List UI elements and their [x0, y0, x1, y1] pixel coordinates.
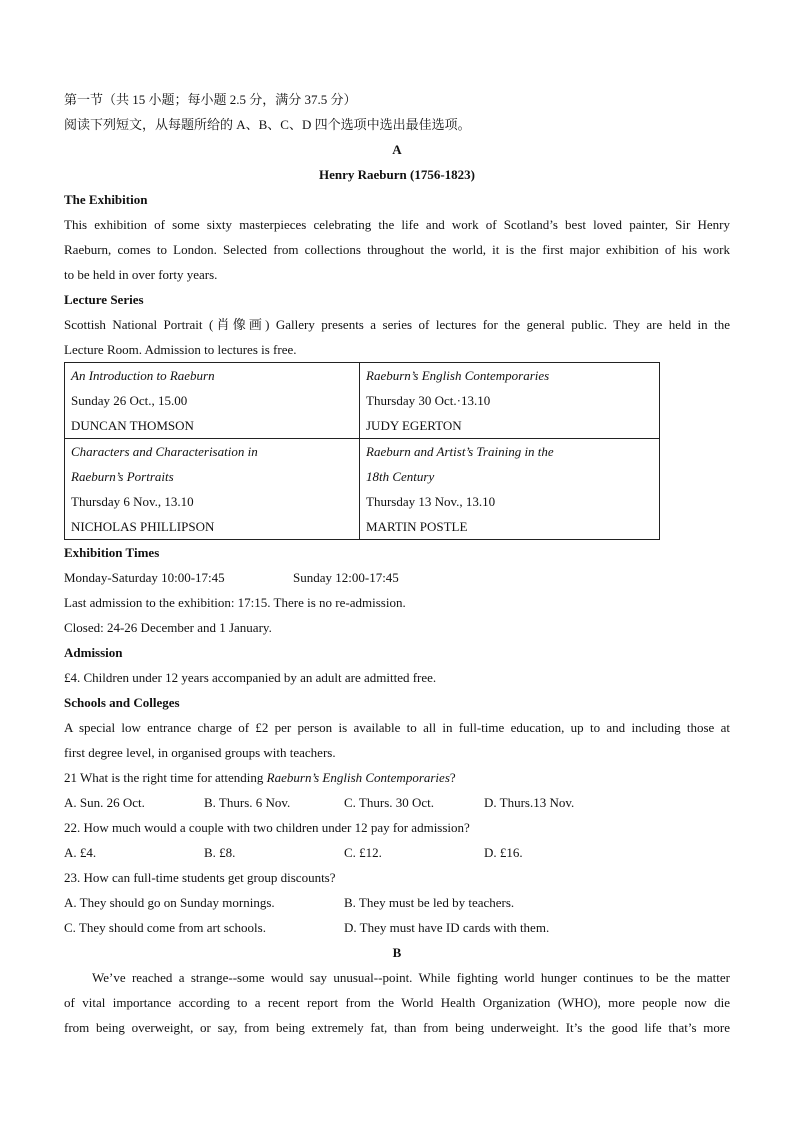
lecture-title: An Introduction to Raeburn	[71, 368, 215, 383]
lecture-row	[65, 363, 660, 439]
exhibition-line: to be held in over forty years.	[64, 267, 218, 282]
lecture-heading: Lecture Series	[64, 292, 144, 307]
passage-b-line: of vital importance according to a recent report from the World Health Organization (WHO), more people now die	[64, 995, 730, 1010]
lecture-line: Lecture Room. Admission to lectures is free.	[64, 342, 297, 357]
schools-heading: Schools and Colleges	[64, 695, 180, 710]
admission-text: £4. Children under 12 years accompanied by an adult are admitted free.	[64, 670, 437, 685]
option-b[interactable]: B. They must be led by teachers.	[344, 895, 515, 910]
question-21	[64, 765, 730, 790]
page-content	[64, 87, 730, 1040]
lecture-speaker: MARTIN POSTLE	[366, 519, 468, 534]
lecture-speaker: NICHOLAS PHILLIPSON	[71, 519, 215, 534]
question-21-italic: Raeburn’s English Contemporaries	[266, 770, 450, 785]
closed-dates: Closed: 24-26 December and 1 January.	[64, 620, 272, 635]
lecture-speaker: DUNCAN THOMSON	[71, 418, 194, 433]
passage-b-line: from being overweight, or say, from being extremely fat, than from being underweight. It’s the good life that’s more	[64, 1020, 730, 1035]
admission-heading: Admission	[64, 645, 123, 660]
lecture-title: 18th Century	[366, 469, 435, 484]
lecture-speaker: JUDY EGERTON	[366, 418, 462, 433]
passage-a-title: Henry Raeburn (1756-1823)	[319, 167, 475, 182]
question-22-options	[64, 840, 730, 865]
option-d[interactable]: D. They must have ID cards with them.	[344, 920, 550, 935]
option-d[interactable]: D. Thurs.13 Nov.	[484, 795, 575, 810]
question-21-prefix: 21 What is the right time for attending	[64, 770, 267, 785]
question-22: 22. How much would a couple with two children under 12 pay for admission?	[64, 820, 470, 835]
passage-b-letter: B	[392, 945, 402, 960]
option-a[interactable]: A. They should go on Sunday mornings.	[64, 895, 275, 910]
lecture-cell	[360, 363, 660, 439]
lecture-date: Sunday 26 Oct., 15.00	[71, 393, 188, 408]
section-header: 第一节（共 15 小题；每小题 2.5 分，满分 37.5 分）	[64, 92, 357, 107]
lecture-cell	[65, 439, 360, 540]
option-c[interactable]: C. Thurs. 30 Oct.	[344, 795, 435, 810]
lecture-title: Raeburn and Artist’s Training in the	[366, 444, 554, 459]
lecture-date: Thursday 30 Oct.·13.10	[366, 393, 491, 408]
exhibition-line: Raeburn, comes to London. Selected from collections throughout the world, it is the first major exhibition of his work	[64, 242, 730, 257]
question-21-options	[64, 790, 730, 815]
lecture-date: Thursday 13 Nov., 13.10	[366, 494, 496, 509]
lecture-line: Scottish National Portrait (肖像画) Gallery presents a series of lectures for the general public. They are held in the	[64, 317, 730, 332]
lecture-date: Thursday 6 Nov., 13.10	[71, 494, 194, 509]
passage-b-line: We’ve reached a strange--some would say unusual--point. While fighting world hunger continues to be the matter	[92, 970, 730, 985]
question-23-options-row2	[64, 915, 730, 940]
lecture-title: Raeburn’s Portraits	[71, 469, 174, 484]
lecture-cell	[360, 439, 660, 540]
lecture-cell	[65, 363, 360, 439]
question-23: 23. How can full-time students get group discounts?	[64, 870, 336, 885]
exhibition-line: This exhibition of some sixty masterpieces celebrating the life and work of Scotland’s best loved painter, Sir Henry	[64, 217, 730, 232]
times-row	[64, 565, 730, 590]
lecture-title: Raeburn’s English Contemporaries	[366, 368, 550, 383]
option-b[interactable]: B. Thurs. 6 Nov.	[204, 795, 291, 810]
question-23-options-row1	[64, 890, 730, 915]
schools-line: first degree level, in organised groups with teachers.	[64, 745, 336, 760]
times-sunday: Sunday 12:00-17:45	[293, 570, 399, 585]
option-d[interactable]: D. £16.	[484, 845, 523, 860]
option-a[interactable]: A. Sun. 26 Oct.	[64, 795, 145, 810]
question-21-suffix: ?	[449, 770, 456, 785]
lecture-row	[65, 439, 660, 540]
times-heading: Exhibition Times	[64, 545, 160, 560]
lecture-table	[64, 362, 660, 540]
option-c[interactable]: C. £12.	[344, 845, 382, 860]
times-weekday: Monday-Saturday 10:00-17:45	[64, 570, 225, 585]
instruction: 阅读下列短文，从每题所给的 A、B、C、D 四个选项中选出最佳选项。	[64, 117, 471, 132]
option-b[interactable]: B. £8.	[204, 845, 236, 860]
option-a[interactable]: A. £4.	[64, 845, 97, 860]
schools-line: A special low entrance charge of £2 per person is available to all in full-time education, up to and including those at	[64, 720, 730, 735]
option-c[interactable]: C. They should come from art schools.	[64, 920, 266, 935]
lecture-title: Characters and Characterisation in	[71, 444, 258, 459]
last-admission: Last admission to the exhibition: 17:15. There is no re-admission.	[64, 595, 406, 610]
exhibition-heading: The Exhibition	[64, 192, 148, 207]
passage-a-letter: A	[392, 142, 402, 157]
